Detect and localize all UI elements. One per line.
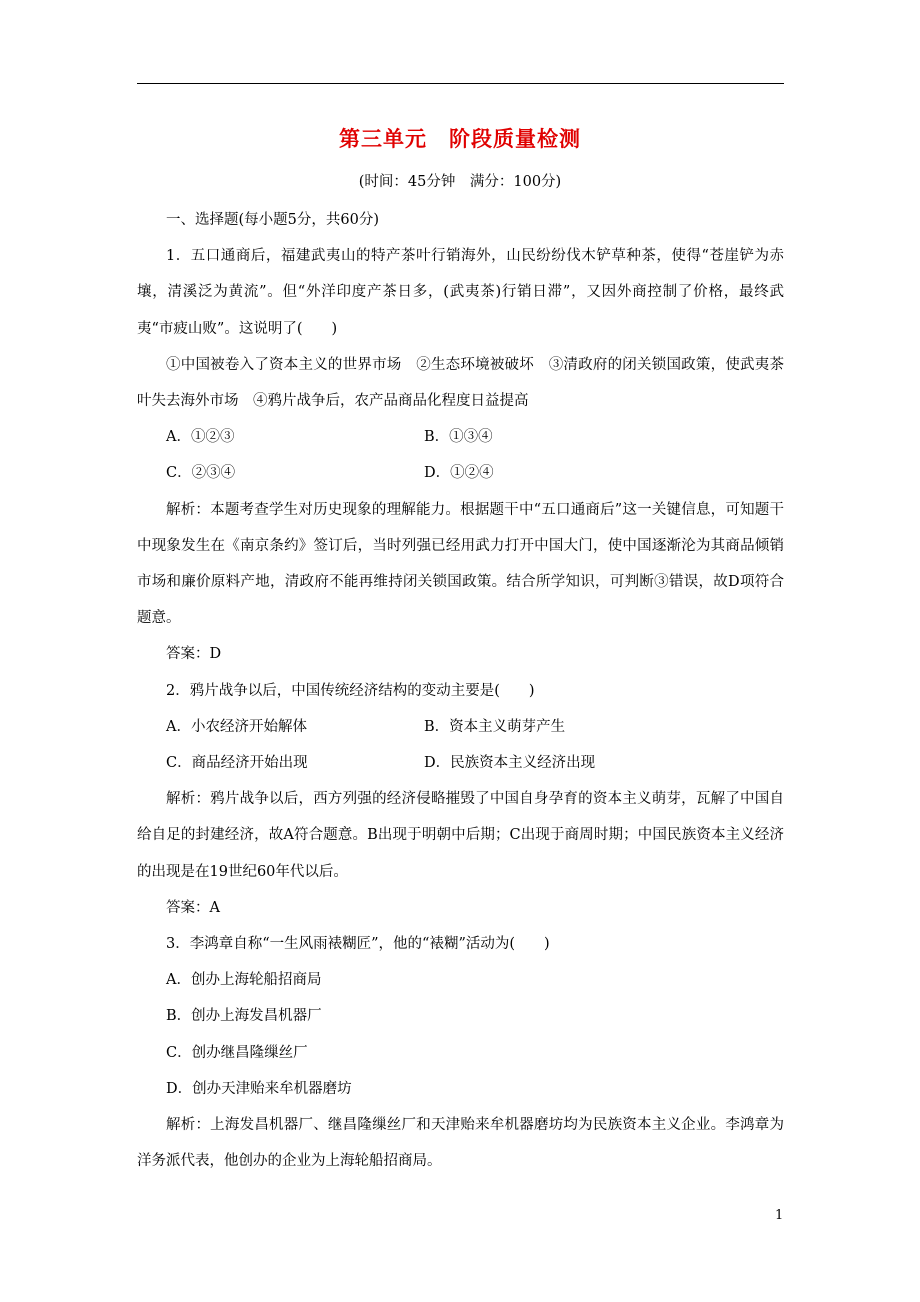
section-heading: 一、选择题(每小题5分，共60分) xyxy=(166,212,379,228)
question-1-options-row-1 xyxy=(137,419,784,455)
question-2-stem: 2．鸦片战争以后，中国传统经济结构的变动主要是( ) xyxy=(166,682,535,699)
question-1-answer: 答案：D xyxy=(166,646,222,663)
question-1-stem: 1．五口通商后，福建武夷山的特产茶叶行销海外，山民纷纷伐木铲草种茶，使得“苍崖铲为赤壤，清溪泛为黄流”。但“外洋印度产茶日多，(武夷茶)行销日滞”，又因外商控制了价格，最终武夷“市疲山败”。这说明了( ) xyxy=(137,248,784,337)
q2-option-d: D．民族资本主义经济出现 xyxy=(424,755,596,772)
q1-option-c: C．②③④ xyxy=(166,465,236,482)
document-body xyxy=(137,202,784,1179)
q2-option-c: C．商品经济开始出现 xyxy=(166,755,308,772)
q1-option-d: D．①②④ xyxy=(424,465,494,482)
page-title: 第三单元 阶段质量检测 xyxy=(339,127,581,151)
page-number: 1 xyxy=(775,1208,784,1223)
q2-option-b: B．资本主义萌芽产生 xyxy=(424,718,566,735)
question-1-analysis: 解析：本题考查学生对历史现象的理解能力。根据题干中“五口通商后”这一关键信息，可知题干中现象发生在《南京条约》签订后，当时列强已经用武力打开中国大门，使中国逐渐沦为其商品倾销市场和廉价原料产地，清政府不能再维持闭关锁国政策。结合所学知识，可判断③错误，故D项符合题意。 xyxy=(137,501,784,627)
header-rule xyxy=(137,83,784,84)
q3-option-d: D．创办天津贻来牟机器磨坊 xyxy=(166,1080,352,1097)
q3-option-a: A．创办上海轮船招商局 xyxy=(166,972,322,989)
q1-option-b: B．①③④ xyxy=(424,429,493,446)
q3-option-b: B．创办上海发昌机器厂 xyxy=(166,1008,322,1025)
question-2-options-row-2 xyxy=(137,745,784,781)
question-2-options-row-1 xyxy=(137,709,784,745)
question-1-statements: ①中国被卷入了资本主义的世界市场 ②生态环境被破坏 ③清政府的闭关锁国政策，使武夷茶叶失去海外市场 ④鸦片战争后，农产品商品化程度日益提高 xyxy=(137,356,784,410)
question-3-stem: 3．李鸿章自称“一生风雨裱糊匠”，他的“裱糊”活动为( ) xyxy=(166,936,550,953)
question-2-answer: 答案：A xyxy=(166,899,220,916)
q1-option-a: A．①②③ xyxy=(166,429,235,446)
q2-option-a: A．小农经济开始解体 xyxy=(166,718,307,735)
exam-meta: (时间：45分钟 满分：100分) xyxy=(358,174,562,190)
q3-option-c: C．创办继昌隆缫丝厂 xyxy=(166,1044,308,1061)
question-3-analysis: 解析：上海发昌机器厂、继昌隆缫丝厂和天津贻来牟机器磨坊均为民族资本主义企业。李鸿章为洋务派代表，他创办的企业为上海轮船招商局。 xyxy=(137,1117,784,1170)
question-1-options-row-2 xyxy=(137,455,784,491)
question-2-analysis: 解析：鸦片战争以后，西方列强的经济侵略摧毁了中国自身孕育的资本主义萌芽，瓦解了中国自给自足的封建经济，故A符合题意。B出现于明朝中后期；C出现于商周时期；中国民族资本主义经济的出现是在19世纪60年代以后。 xyxy=(137,791,784,880)
